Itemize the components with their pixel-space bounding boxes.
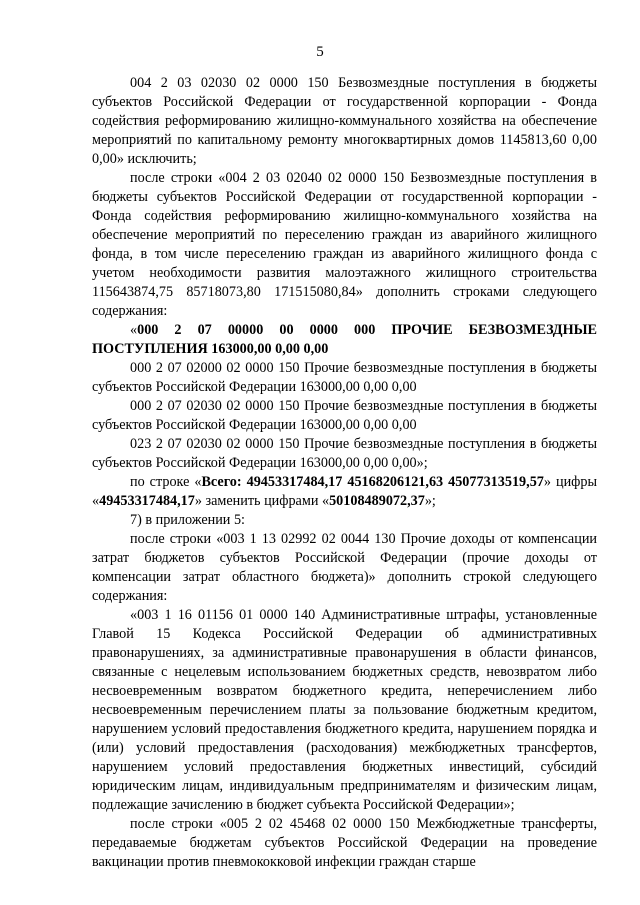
paragraph (92, 169, 597, 321)
text-segment: 7) в приложении 5: (130, 512, 245, 528)
paragraph (92, 435, 597, 473)
text-segment: после строки «005 2 02 45468 02 0000 150 Межбюджетные трансферты, передаваемые бюджетам субъектов Российской Федерации на проведение вакцинации против пневмококковой инфекции граждан старше (92, 816, 597, 870)
paragraph (92, 473, 597, 511)
bold-text: 50108489072,37 (329, 493, 425, 509)
paragraph (92, 321, 597, 359)
bold-text: 49453317484,17 (99, 493, 195, 509)
page-number: 5 (316, 44, 324, 60)
text-segment: 000 2 07 02030 02 0000 150 Прочие безвозмездные поступления в бюджеты субъектов Российской Федерации 163000,00 0,00 0,00 (92, 398, 597, 433)
text-segment: после строки «003 1 13 02992 02 0044 130 Прочие доходы от компенсации затрат бюджетов субъектов Российской Федерации (прочие доходы от компенсации затрат областного бюджета)» дополнить строкой следующего содержания: (92, 531, 597, 604)
text-segment: « (130, 322, 138, 338)
bold-text: 000 2 07 00000 00 0000 000 ПРОЧИЕ БЕЗВОЗМЕЗДНЫЕ ПОСТУПЛЕНИЯ 163000,00 0,00 0,00 (92, 322, 597, 357)
paragraph (92, 606, 597, 815)
text-segment: »; (424, 493, 436, 509)
text-segment: 023 2 07 02030 02 0000 150 Прочие безвозмездные поступления в бюджеты субъектов Российской Федерации 163000,00 0,00 0,00»; (92, 436, 597, 471)
paragraph (92, 397, 597, 435)
paragraph (92, 74, 597, 169)
paragraph (92, 359, 597, 397)
document-body (92, 74, 597, 872)
text-segment: 004 2 03 02030 02 0000 150 Безвозмездные поступления в бюджеты субъектов Российской Федерации от государственной корпорации - Фонда содействия реформированию жилищно-коммунального хозяйства на обеспечение мероприятий по капитальному ремонту многоквартирных домов 1145813,60 0,00 0,00» исключить; (92, 75, 597, 167)
text-segment: » цифры « (92, 474, 597, 509)
text-segment: 000 2 07 02000 02 0000 150 Прочие безвозмездные поступления в бюджеты субъектов Российской Федерации 163000,00 0,00 0,00 (92, 360, 597, 395)
text-segment: по строке « (130, 474, 202, 490)
text-segment: после строки «004 2 03 02040 02 0000 150 Безвозмездные поступления в бюджеты субъектов Российской Федерации от государственной корпорации - Фонда содействия реформированию жилищно-коммунального хозяйства на обеспечение мероприятий по переселению граждан из аварийного жилищного фонда, в том числе переселению граждан из аварийного жилищного фонда с учетом необходимости развития малоэтажного жилищного строительства 115643874,75 85718073,80 171515080,84» дополнить строками следующего содержания: (92, 170, 597, 319)
paragraph (92, 815, 597, 872)
text-segment: » заменить цифрами « (194, 493, 330, 509)
text-segment: «003 1 16 01156 01 0000 140 Административные штрафы, установленные Главой 15 Кодекса Российской Федерации об административных правонарушениях, за административные правонарушения в области финансов, связанные с нецелевым использованием бюджетных средств, невозвратом либо несвоевременным возвратом бюджетного кредита, неперечислением либо несвоевременным перечислением платы за пользование бюджетным кредитом, нарушением условий предоставления бюджетного кредита, нарушением порядка и (или) условий предоставления (расходования) межбюджетных трансфертов, нарушением условий предоставления бюджетных инвестиций, субсидий юридическим лицам, индивидуальным предпринимателям и физическим лицам, подлежащие зачислению в бюджет субъекта Российской Федерации»; (92, 607, 597, 813)
paragraph (92, 511, 597, 530)
bold-text: Всего: 49453317484,17 45168206121,63 45077313519,57 (201, 474, 544, 490)
paragraph (92, 530, 597, 606)
